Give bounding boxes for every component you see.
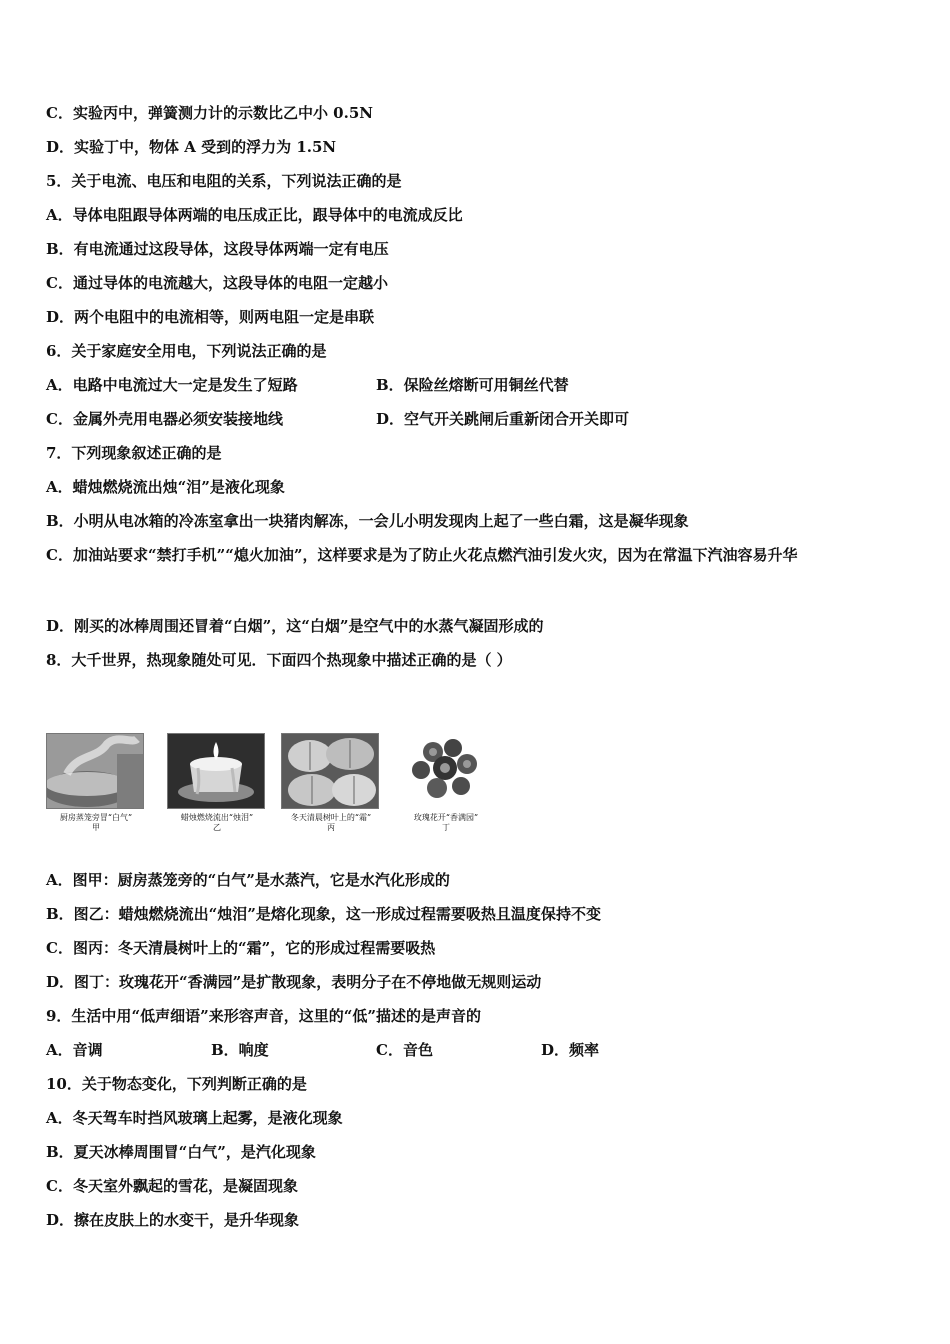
figure-ding-caption: 玫瑰花开“香满园” [413,813,479,822]
q6-option-a: A．电路中电流过大一定是发生了短路 [46,376,298,394]
figure-bing-caption: 冬天清晨树叶上的“霜” [290,813,372,822]
q10-option-b: B．夏天冰棒周围冒“白气”，是汽化现象 [46,1143,316,1161]
q10-option-c: C．冬天室外飘起的雪花，是凝固现象 [46,1177,298,1195]
figure-yi-label: 乙 [213,823,221,832]
q5-option-c: C．通过导体的电流越大，这段导体的电阻一定越小 [46,274,388,292]
q6-option-d: D．空气开关跳闸后重新闭合开关即可 [376,410,630,428]
q5-option-d: D．两个电阻中的电流相等，则两电阻一定是串联 [46,308,375,326]
q8-option-c: C．图丙：冬天清晨树叶上的“霜”，它的形成过程需要吸热 [46,939,436,957]
q6-stem: 6．关于家庭安全用电，下列说法正确的是 [46,342,327,360]
q4-option-c: C．实验丙中，弹簧测力计的示数比乙中小 0.5N [46,104,373,122]
figure-ding-label: 丁 [442,823,450,832]
q9-option-c: C．音色 [376,1041,433,1059]
q8-option-b: B．图乙：蜡烛燃烧流出“烛泪”是熔化现象，这一形成过程需要吸热且温度保持不变 [46,905,601,923]
candle-photo [167,733,265,809]
q9-option-d: D．频率 [541,1041,600,1059]
q9-option-b: B．响度 [211,1041,269,1059]
figure-jia-label: 甲 [92,823,100,832]
q6-option-c: C．金属外壳用电器必须安装接地线 [46,410,283,428]
figure-yi [167,733,267,833]
frost-leaves-photo [281,733,379,809]
q5-option-b: B．有电流通过这段导体，这段导体两端一定有电压 [46,240,389,258]
q7-option-d: D．刚买的冰棒周围还冒着“白烟”，这“白烟”是空气中的水蒸气凝固形成的 [46,617,544,635]
q8-stem: 8．大千世界，热现象随处可见．下面四个热现象中描述正确的是（ ） [46,651,512,669]
q4-option-d: D．实验丁中，物体 A 受到的浮力为 1.5N [46,138,337,156]
q6-option-b: B．保险丝熔断可用铜丝代替 [376,376,569,394]
figure-yi-caption: 蜡烛燃烧流出“烛泪” [180,813,254,822]
q10-option-d: D．擦在皮肤上的水变干，是升华现象 [46,1211,300,1229]
figure-bing-label: 丙 [327,823,335,832]
q8-option-d: D．图丁：玫瑰花开“香满园”是扩散现象，表明分子在不停地做无规则运动 [46,973,542,991]
rose-photo [396,733,494,809]
q9-stem: 9．生活中用“低声细语”来形容声音，这里的“低”描述的是声音的 [46,1007,481,1025]
figure-ding [396,733,496,833]
figure-bing [281,733,381,833]
q7-stem: 7．下列现象叙述正确的是 [46,444,222,462]
steamer-photo [46,733,144,809]
q5-option-a: A．导体电阻跟导体两端的电压成正比，跟导体中的电流成反比 [46,206,463,224]
q5-stem: 5．关于电流、电压和电阻的关系，下列说法正确的是 [46,172,402,190]
q9-option-a: A．音调 [46,1041,103,1059]
q10-stem: 10．关于物态变化，下列判断正确的是 [46,1075,307,1093]
figure-jia [46,733,146,833]
q7-option-c: C．加油站要求“禁打手机”“熄火加油”，这样要求是为了防止火花点燃汽油引发火灾，因为在常温下汽油容易升华 [46,546,798,564]
q7-option-a: A．蜡烛燃烧流出烛“泪”是液化现象 [46,478,285,496]
q10-option-a: A．冬天驾车时挡风玻璃上起雾，是液化现象 [46,1109,343,1127]
q8-option-a: A．图甲：厨房蒸笼旁的“白气”是水蒸汽，它是水汽化形成的 [46,871,450,889]
q7-option-b: B．小明从电冰箱的冷冻室拿出一块猪肉解冻，一会儿小明发现肉上起了一些白霜，这是凝华现象 [46,512,689,530]
figure-jia-caption: 厨房蒸笼旁冒“白气” [59,813,133,822]
